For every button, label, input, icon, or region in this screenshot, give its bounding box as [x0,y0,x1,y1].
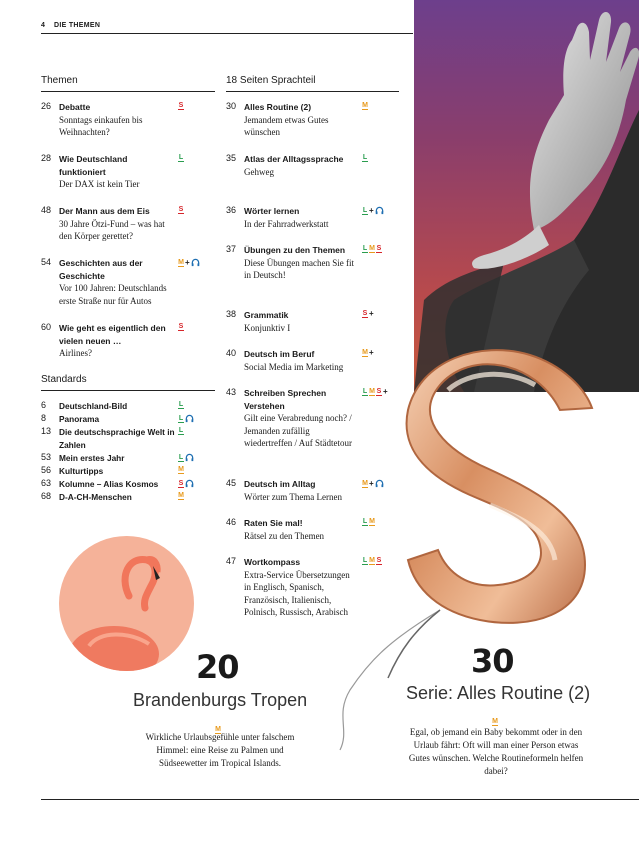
level-indicator [362,154,368,162]
toc-page-number: 60 [41,322,52,332]
level-indicator [362,206,384,215]
level-s-icon: S [362,310,368,317]
toc-subtitle: Sonntags einkaufen bis Weihnachten? [59,114,143,137]
plus-level-icon: + [383,387,388,396]
toc-title: Kulturtipps [59,466,104,476]
level-m-icon: M [178,258,184,266]
level-indicator [178,427,184,435]
toc-subtitle: Social Media im Marketing [244,361,344,372]
level-m-icon: M [362,479,368,487]
toc-title: Panorama [59,414,100,424]
standards-heading: Standards [41,374,215,391]
toc-page-number: 56 [41,465,52,475]
plus-level-icon: + [185,257,190,267]
level-m-icon: M [362,349,368,356]
toc-page-number: 8 [41,413,47,423]
toc-title: Mein erstes Jahr [59,453,125,463]
toc-page-number: 46 [226,517,237,527]
toc-title: Schreiben Sprechen Verstehen [244,388,327,411]
level-s-icon: S [178,206,184,213]
toc-subtitle: Vor 100 Jahren: Deutschlands erste Straße nur für Autos [59,283,167,306]
toc-page-number: 13 [41,426,52,436]
toc-page-number: 6 [41,400,47,410]
themen-heading: Themen [41,75,215,92]
toc-title: Wörter lernen [244,206,300,216]
feature-right-text: Egal, ob jemand ein Baby bekommt oder in den Urlaub fährt: Oft will man einer Person etwas Gutes wünschen. Welche Routineformeln helfen dabei? [408,727,584,776]
level-indicator [178,466,184,474]
level-s-icon: S [376,388,382,395]
toc-title: Die deutschsprachige Welt in Zahlen [59,427,175,450]
toc-page-number: 38 [226,309,237,319]
plus-level-icon: + [369,478,374,488]
toc-page-number: 28 [41,153,52,163]
level-indicator [362,102,368,110]
level-l-icon: L [362,154,368,161]
toc-title: Kolumne – Alias Kosmos [59,479,159,489]
toc-subtitle: In der Fahrradwerkstatt [244,218,329,229]
toc-subtitle: Konjunktiv I [244,322,291,333]
level-s-icon: S [376,245,382,252]
toc-title: Deutsch im Beruf [244,349,315,359]
toc-page-number: 68 [41,491,52,501]
plus-level-icon: + [369,348,374,357]
level-s-icon: S [178,323,184,330]
sprachteil-heading: 18 Seiten Sprachteil [226,75,399,92]
toc-subtitle: Airlines? [59,348,92,358]
headphones-icon [185,453,194,462]
level-l-icon: L [178,401,184,408]
toc-subtitle: Jemandem etwas Gutes wünschen [244,114,329,137]
toc-title: D-A-CH-Menschen [59,492,132,502]
toc-page-number: 54 [41,257,52,267]
toc-page-number: 45 [226,478,237,488]
toc-page-number: 63 [41,478,52,488]
footer-rule [41,799,639,800]
headphones-icon [375,206,384,215]
level-l-icon: L [362,206,368,214]
page-number: 4 [41,22,45,29]
level-s-icon: S [178,102,184,109]
level-m-icon: M [369,557,375,564]
level-indicator [362,310,374,318]
headphones-icon [185,414,194,423]
level-l-icon: L [362,388,368,395]
toc-title: Raten Sie mal! [244,518,303,528]
level-indicator [178,414,194,423]
level-l-icon: L [178,427,184,434]
level-l-icon: L [362,557,368,564]
toc-title: Deutschland-Bild [59,401,128,411]
toc-page-number: 48 [41,205,52,215]
toc-page-number: 43 [226,387,237,397]
level-indicator [178,492,184,500]
toc-subtitle: Diese Übungen machen Sie fit in Deutsch! [244,257,354,280]
level-m-icon: M [178,466,184,473]
level-m-icon: M [215,726,221,733]
level-indicator [362,245,382,253]
toc-page-number: 35 [226,153,237,163]
level-l-icon: L [178,414,184,422]
level-indicator [178,453,194,462]
level-indicator [178,323,184,331]
level-indicator [178,154,184,162]
toc-page-number: 36 [226,205,237,215]
toc-title: Alles Routine (2) [244,102,312,112]
level-m-icon: M [369,245,375,252]
toc-subtitle: Gilt eine Verabredung noch? / Jemanden zufällig wiedertreffen / Auf Städtetour [244,413,353,448]
toc-subtitle: Der DAX ist kein Tier [59,179,140,189]
toc-title: Geschichten aus der Geschichte [59,258,143,281]
level-m-icon: M [369,518,375,525]
toc-title: Debatte [59,102,91,112]
page-header [41,22,413,34]
headphones-icon [185,479,194,488]
toc-title: Übungen zu den Themen [244,245,346,255]
toc-title: Wie geht es eigentlich den vielen neuen … [59,323,166,346]
toc-page-number: 40 [226,348,237,358]
toc-subtitle: Wörter zum Thema Lernen [244,491,343,502]
level-m-icon: M [369,388,375,395]
level-s-icon: S [178,479,184,487]
toc-title: Grammatik [244,310,289,320]
toc-subtitle: Extra-Service Übersetzungen in Englisch, Spanisch, Französisch, Italienisch, Polnisch, Russisch, Arabisch [244,569,350,617]
feature-left-page-number: 20 [196,648,239,686]
level-indicator [178,206,184,214]
level-indicator [178,479,194,488]
toc-title: Atlas der Alltagssprache [244,154,344,164]
toc-page-number: 53 [41,452,52,462]
level-l-icon: L [362,518,368,525]
level-m-icon: M [178,492,184,499]
toc-page-number: 37 [226,244,237,254]
level-m-icon: M [492,718,498,725]
toc-title: Deutsch im Alltag [244,479,316,489]
plus-level-icon: + [369,205,374,215]
headphones-icon [191,258,200,267]
balloon-letter-s [330,330,639,770]
flamingo-icon [59,536,194,671]
level-indicator [178,258,200,267]
toc-page-number: 26 [41,101,52,111]
level-indicator [178,102,184,110]
toc-page-number: 30 [226,101,237,111]
level-m-icon: M [362,102,368,109]
plus-level-icon: + [369,309,374,318]
feature-left-title: Brandenburgs Tropen [133,690,308,710]
level-l-icon: L [178,154,184,161]
toc-subtitle: Gehweg [244,166,274,177]
feature-right-page-number: 30 [471,642,514,680]
toc-title: Der Mann aus dem Eis [59,206,150,216]
toc-title: Wie Deutschland funktioniert [59,154,128,177]
level-indicator [178,401,184,409]
toc-subtitle: 30 Jahre Ötzi-Fund – was hat den Körper gerettet? [59,218,165,241]
level-l-icon: L [178,453,184,461]
feature-right-title: Serie: Alles Routine (2) [406,683,591,703]
flamingo-image [59,536,194,671]
feature-left-text: Wirkliche Urlaubsgefühle unter falschem Himmel: eine Reise zu Palmen und Südseewetter im Tropical Islands. [145,732,295,768]
level-s-icon: S [376,557,382,564]
toc-title: Wortkompass [244,557,301,567]
toc-subtitle: Rätsel zu den Themen [244,530,325,541]
section-title: DIE THEMEN [54,22,101,29]
level-l-icon: L [362,245,368,252]
toc-page-number: 47 [226,556,237,566]
